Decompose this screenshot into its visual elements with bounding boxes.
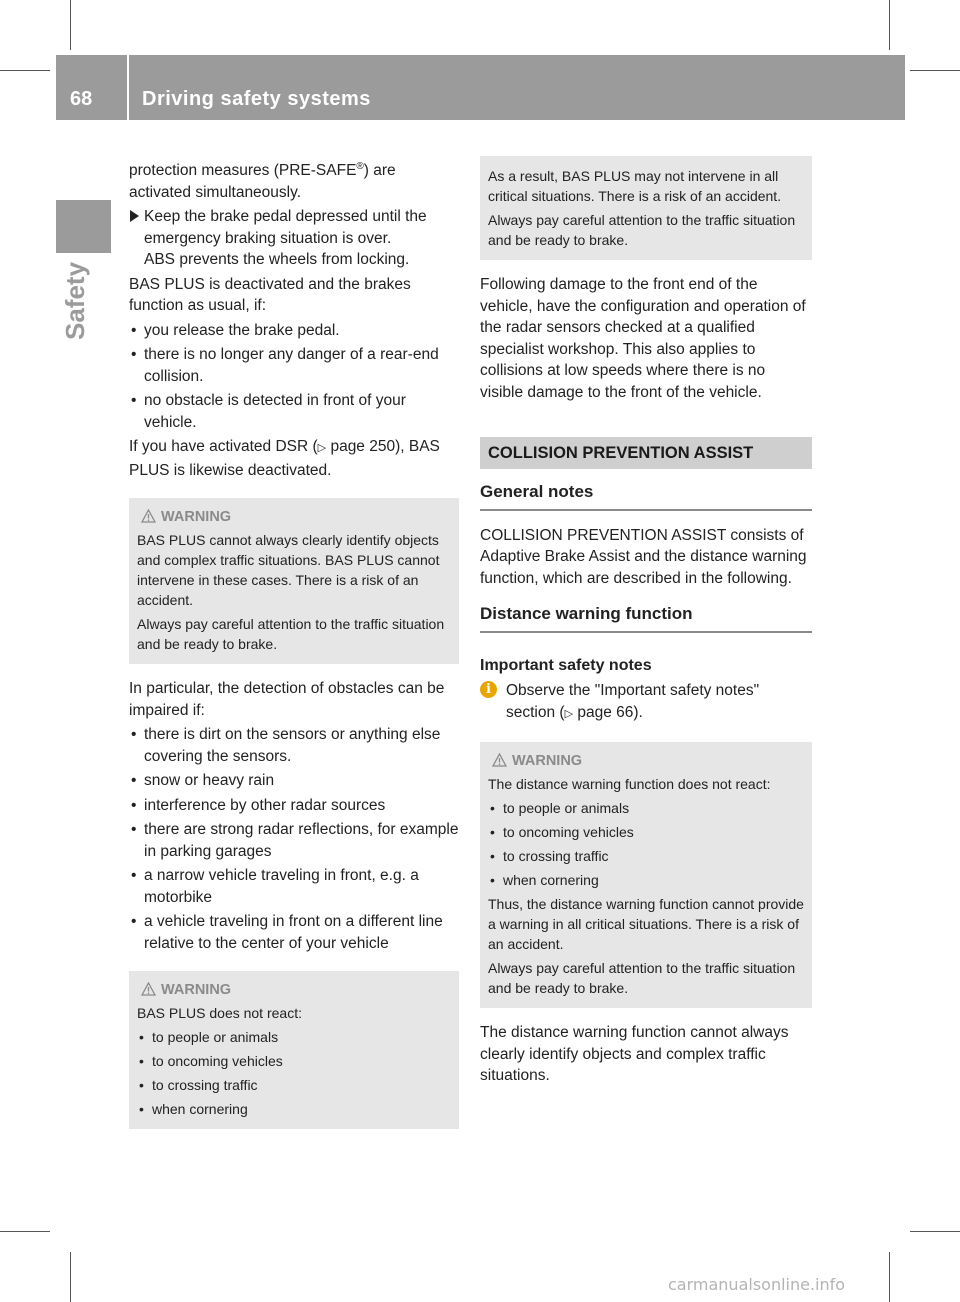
crop-mark: [0, 1231, 50, 1232]
list-item: • there is no longer any danger of a rear-end collision.: [131, 346, 439, 385]
warning-box-continued: [480, 156, 812, 260]
side-tab-label: Safety: [60, 261, 90, 340]
section-title: Driving safety systems: [142, 88, 371, 110]
info-icon: i: [480, 681, 497, 698]
list-item: • interference by other radar sources: [131, 796, 386, 814]
safety-notes-heading: Important safety notes: [480, 656, 652, 674]
warning-title: WARNING: [137, 506, 451, 528]
warning-text: As a result, BAS PLUS may not intervene in all critical situations. There is a risk of an accident.: [488, 168, 782, 204]
list-item: • to crossing traffic: [490, 848, 609, 864]
list-item: • when cornering: [490, 872, 599, 888]
crop-mark: [910, 1231, 960, 1232]
general-paragraph: COLLISION PREVENTION ASSIST consists of Adaptive Brake Assist and the distance warning function, which are described in the following.: [480, 526, 807, 587]
list-item: • to crossing traffic: [139, 1077, 258, 1094]
list-item: • a narrow vehicle traveling in front, e.g. a motorbike: [131, 867, 419, 906]
warning-text: Always pay careful attention to the traffic situation and be ready to brake.: [488, 212, 796, 248]
instruction-step: Keep the brake pedal depressed until the emergency braking situation is over.: [129, 206, 459, 249]
left-column: [129, 156, 459, 1129]
intro-paragraph: protection measures (PRE-SAFE®) are activated simultaneously.: [129, 161, 396, 201]
warning-triangle-icon: [141, 982, 156, 996]
list-item: • no obstacle is detected in front of your vehicle.: [131, 392, 406, 431]
list-item: • you release the brake pedal.: [131, 321, 340, 339]
right-column: [480, 156, 812, 1087]
page-number: 68: [70, 88, 93, 110]
list-item: • to oncoming vehicles: [490, 824, 634, 840]
crop-mark: [70, 1252, 71, 1302]
warning-title: WARNING: [137, 979, 451, 1001]
list-item: • there is dirt on the sensors or anything else covering the sensors.: [131, 726, 441, 765]
list-item: • there are strong radar reflections, for example in parking garages: [131, 821, 459, 860]
watermark-text: carmanualsonline.info: [668, 1275, 846, 1294]
crop-mark: [70, 0, 71, 50]
list-item: • to people or animals: [139, 1029, 279, 1046]
warning-triangle-icon: [141, 509, 156, 523]
warning-text: BAS PLUS does not react:: [137, 1005, 302, 1022]
deactivation-intro: BAS PLUS is deactivated and the brakes function as usual, if:: [129, 275, 411, 315]
damage-paragraph: Following damage to the front end of the vehicle, have the configuration and operation of the radar sensors checked at a qualified specialist workshop. This also applies to collisions at low speeds where there is no visible damage to the front of the vehicle.: [480, 276, 806, 401]
list-item: • snow or heavy rain: [131, 772, 275, 790]
warning-title: WARNING: [488, 750, 804, 772]
warning-box: [129, 498, 459, 664]
page-ref-icon: ▷: [317, 442, 327, 455]
header-divider: [127, 55, 129, 120]
dsr-paragraph: If you have activated DSR (▷ page 250), BAS PLUS is likewise deactivated.: [129, 438, 440, 479]
side-tab-block: [56, 200, 111, 253]
warning-text: The distance warning function does not react:: [488, 776, 771, 792]
step-note: ABS prevents the wheels from locking.: [144, 251, 410, 269]
crop-mark: [0, 70, 50, 71]
warning-box: [480, 742, 812, 1008]
distance-warning-heading: Distance warning function: [480, 603, 812, 633]
impair-intro: In particular, the detection of obstacles can be impaired if:: [129, 680, 445, 719]
general-notes-heading: General notes: [480, 481, 812, 511]
list-item: • a vehicle traveling in front on a different line relative to the center of your vehicle: [131, 913, 443, 952]
warning-text: Always pay careful attention to the traffic situation and be ready to brake.: [137, 616, 445, 653]
warning-text: BAS PLUS cannot always clearly identify objects and complex traffic situations. BAS PLUS cannot intervene in these cases. There is a risk of an accident.: [137, 532, 440, 609]
crop-mark: [910, 70, 960, 71]
warning-box: [129, 971, 459, 1129]
list-item: • to oncoming vehicles: [139, 1053, 283, 1070]
warning-triangle-icon: [492, 753, 507, 767]
crop-mark: [889, 0, 890, 50]
list-item: • to people or animals: [490, 800, 630, 816]
list-item: • when cornering: [139, 1101, 248, 1118]
step-arrow-icon: [130, 210, 139, 222]
closing-paragraph: The distance warning function cannot always clearly identify objects and complex traffic situations.: [480, 1024, 789, 1084]
warning-text: Thus, the distance warning function cannot provide a warning in all critical situations. There is a risk of an accident.: [488, 896, 804, 952]
crop-mark: [889, 1252, 890, 1302]
warning-text: Always pay careful attention to the traffic situation and be ready to brake.: [488, 960, 796, 996]
page-ref-icon: ▷: [564, 707, 574, 720]
section-banner: COLLISION PREVENTION ASSIST: [480, 437, 812, 469]
info-note: i Observe the "Important safety notes" section (▷ page 66).: [480, 680, 812, 725]
